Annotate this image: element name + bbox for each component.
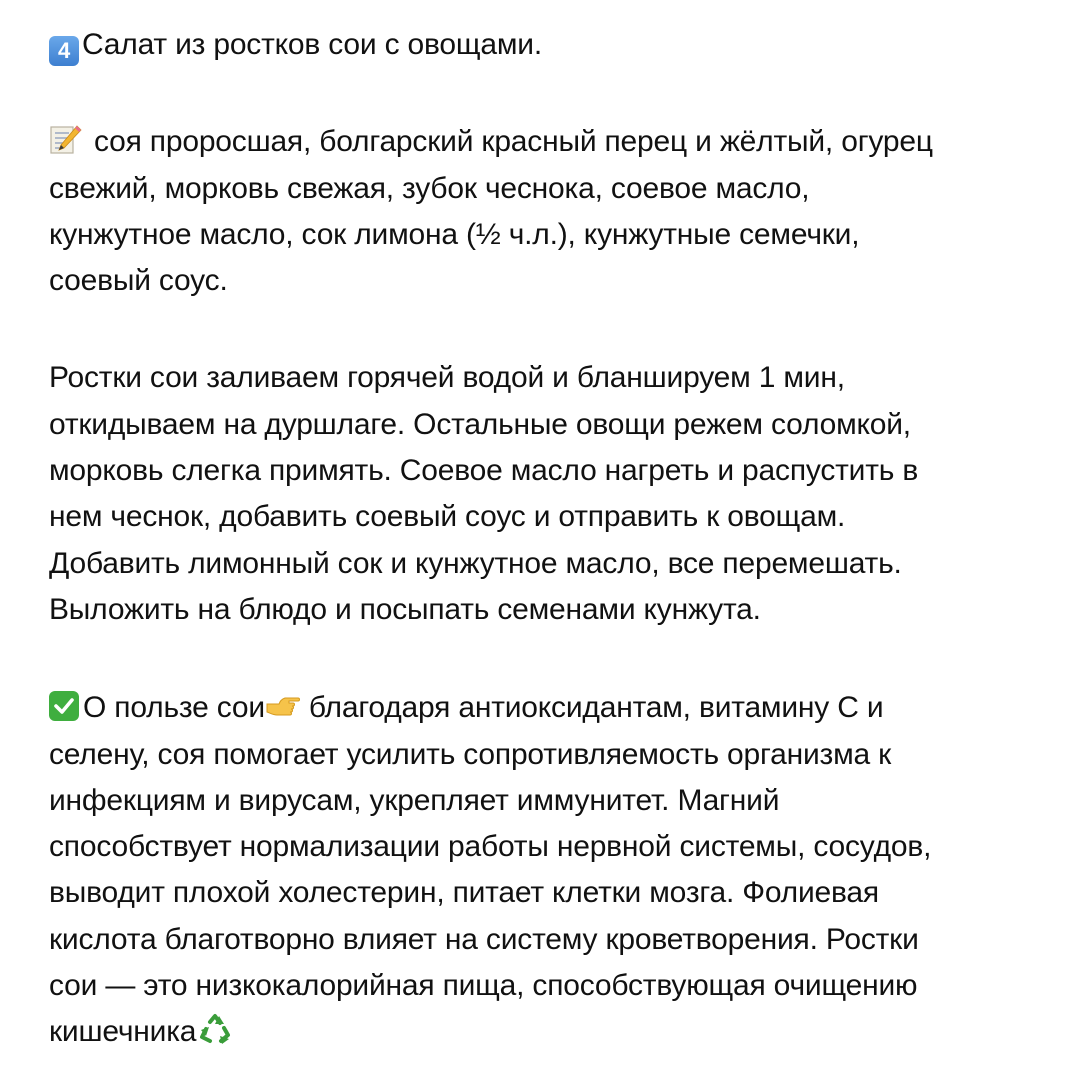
check-mark-icon [49, 691, 79, 721]
ingredients-line: свежий, морковь свежая, зубок чеснока, соевое масло, [49, 171, 810, 205]
benefits-line: выводит плохой холестерин, питает клетки мозга. Фолиевая [49, 876, 879, 910]
benefits-line: способствует нормализации работы нервной системы, сосудов, [49, 830, 932, 864]
pointing-hand-icon [265, 693, 301, 719]
instructions-line: нем чеснок, добавить соевый соус и отправить к овощам. [49, 500, 846, 534]
benefits-line: кислота благотворно влияет на систему кроветворения. Ростки [49, 922, 919, 956]
instructions-line: Ростки сои заливаем горячей водой и бланшируем 1 мин, [49, 361, 845, 395]
ingredients-line: соевый соус. [49, 264, 228, 298]
instructions-line: морковь слегка примять. Соевое масло нагреть и распустить в [49, 454, 919, 488]
benefits-line: сои — это низкокалорийная пища, способствующая очищению [49, 969, 918, 1003]
instructions-line: Добавить лимонный сок и кунжутное масло, все перемешать. [49, 546, 902, 580]
keycap-number-icon: 4 [49, 36, 79, 66]
benefits-line: селену, соя помогает усилить сопротивляемость организма к [49, 737, 892, 771]
memo-icon [49, 124, 83, 156]
recipe-title [49, 22, 1049, 68]
benefits-line: кишечника [49, 1009, 1049, 1055]
ingredients-paragraph [49, 119, 1049, 304]
benefits-line: инфекциям и вирусам, укрепляет иммунитет. Магний [49, 783, 780, 817]
instructions-paragraph [49, 355, 1049, 633]
recipe-title-text: Салат из ростков сои с овощами. [82, 28, 542, 61]
ingredients-line: соя проросшая, болгарский красный перец и жёлтый, огурец [49, 119, 1049, 165]
ingredients-line: кунжутное масло, сок лимона (½ ч.л.), кунжутные семечки, [49, 217, 860, 251]
recipe-post [49, 22, 1049, 1056]
benefits-line: О пользе сои благодаря антиоксидантам, витамину С и [49, 685, 1049, 731]
benefits-paragraph [49, 685, 1049, 1055]
recycle-icon [198, 1013, 232, 1047]
instructions-line: Выложить на блюдо и посыпать семенами кунжута. [49, 592, 761, 626]
instructions-line: откидываем на дуршлаге. Остальные овощи режем соломкой, [49, 407, 911, 441]
